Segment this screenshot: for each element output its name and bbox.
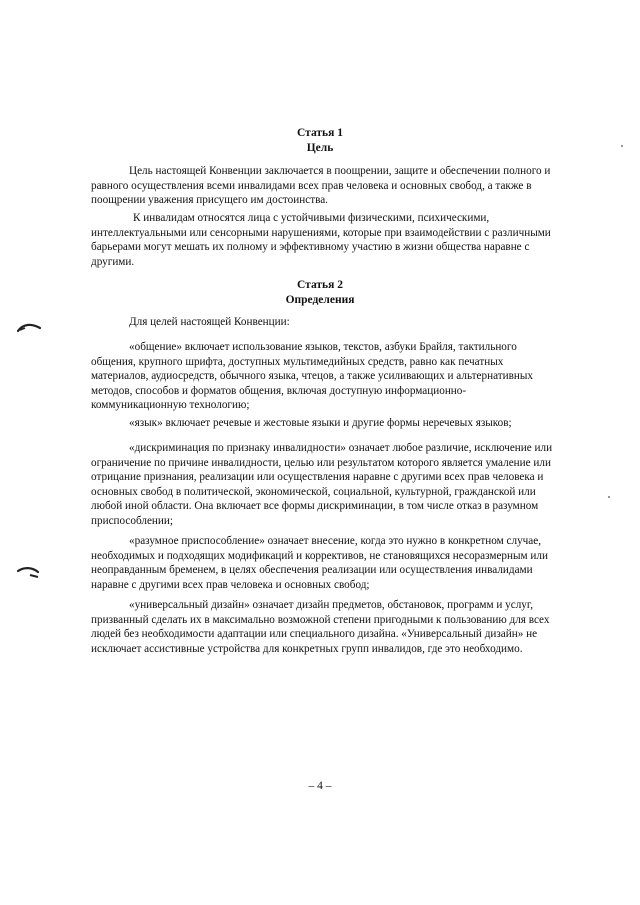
article-1-title: Цель [306, 142, 334, 154]
article-2-title: Определения [285, 294, 355, 306]
definition-communication: «общение» включает использование языков, текстов, азбуки Брайля, тактильного общения, крупного шрифта, доступных мультимедийных средств, равно как печатных материалов, аудиосредств, обычного языка, чтецов, а также усиливающих и альтернативных методов, способов и форматов общения, включая доступную информационно-коммуникационную технологию; [91, 341, 533, 411]
punch-hole-mark-icon [16, 320, 42, 334]
article-1-heading: Статья 1 [297, 127, 343, 139]
page-number: – 4 – [308, 780, 332, 792]
punch-hole-mark-icon [16, 565, 42, 579]
definition-universal-design: «универсальный дизайн» означает дизайн предметов, обстановок, программ и услуг, призванный сделать их в максимально возможной степени пригодными к пользованию для всех людей без необходимости адаптации или специального дизайна. «Универсальный дизайн» не исключает ассистивные устройства для конкретных групп инвалидов, где это необходимо. [91, 599, 550, 655]
definition-reasonable-accommodation: «разумное приспособление» означает внесение, когда это нужно в конкретном случае, необходимых и подходящих модификаций и коррективов, не становящихся несоразмерным или неоправданным бременем, в целях обеспечения реализации или осуществления инвалидами наравне с другими всех прав человека и основных свобод; [91, 535, 548, 591]
article-1-header [0, 126, 640, 156]
definition-language: «язык» включает речевые и жестовые языки и другие формы неречевых языков; [129, 417, 512, 429]
article-1-paragraph-1: Цель настоящей Конвенции заключается в поощрении, защите и обеспечении полного и равного осуществления всеми инвалидами всех прав человека и основных свобод, а также в поощрении уважения присущего им достоинства. [91, 165, 551, 206]
scan-speck [621, 145, 623, 147]
article-2-header [0, 278, 640, 308]
article-1-paragraph-2: К инвалидам относятся лица с устойчивыми физическими, психическими, интеллектуальными или сенсорными нарушениями, которые при взаимодействии с различными барьерами могут мешать их полному и эффективному участию в жизни общества наравне с другими. [91, 212, 551, 268]
article-2-intro: Для целей настоящей Конвенции: [129, 316, 290, 328]
definition-discrimination: «дискриминация по признаку инвалидности» означает любое различие, исключение или ограничение по причине инвалидности, целью или результатом которого является умаление или отрицание признания, реализации или осуществления наравне с другими всех прав человека и основных свобод в политической, экономической, социальной, культурной, гражданской или любой иной области. Она включает все формы дискриминации, в том числе отказ в разумном приспособлении; [91, 442, 553, 527]
scan-speck [608, 496, 610, 498]
article-2-heading: Статья 2 [297, 279, 343, 291]
